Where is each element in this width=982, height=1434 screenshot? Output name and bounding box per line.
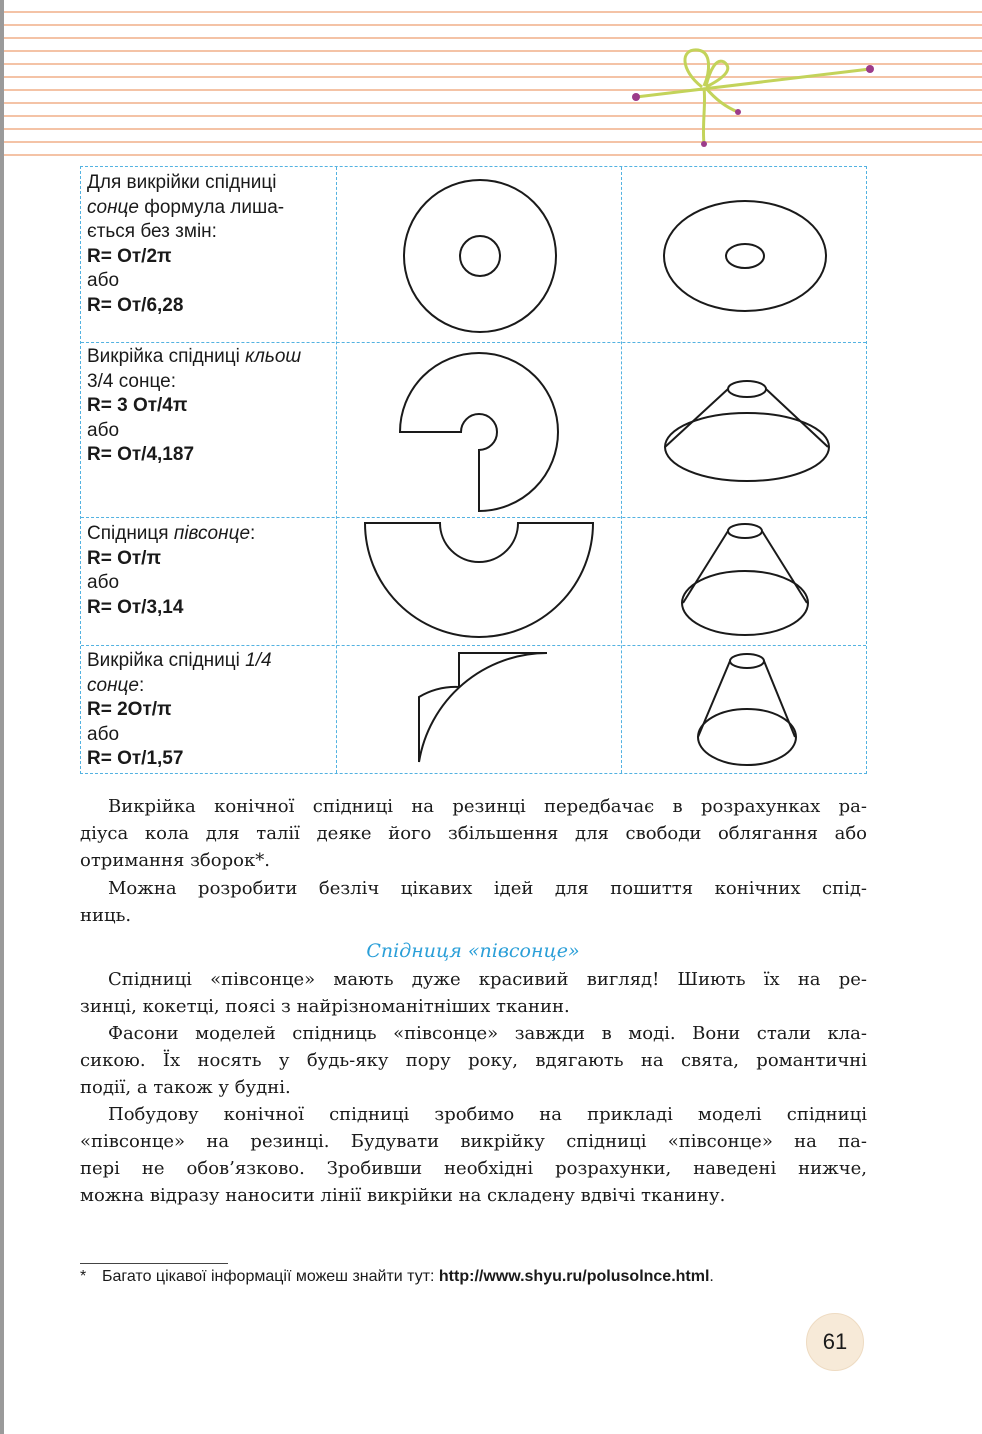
footnote-end: . xyxy=(709,1268,714,1285)
paragraph-line: зинці, кокетці, поясі з найрізноманітніших тканин. xyxy=(80,996,570,1017)
formula-text: R= 2Oт/π xyxy=(87,699,172,720)
paragraph-fashion xyxy=(80,1020,867,1101)
cell-text-segment: Спідниця xyxy=(87,523,174,544)
cell-line xyxy=(87,698,337,723)
cell-text-segment: 1/4 xyxy=(245,650,272,671)
cell-line xyxy=(87,443,337,468)
full-sun-skirt-shape xyxy=(651,175,851,337)
cell-text-segment: ється без змін: xyxy=(87,221,217,242)
cell-text-segment: кльош xyxy=(245,346,302,367)
bead-icon xyxy=(701,141,707,147)
cell-text-segment: Викрійка спідниці xyxy=(87,346,246,367)
paragraph-line: пері не обов’язково. Зробивши необхідні розрахунки, наведені нижче, xyxy=(80,1158,867,1179)
table-row-half-sun-text xyxy=(87,522,337,620)
table-row-full-sun-text xyxy=(87,171,337,318)
full-sun-pattern-diagram xyxy=(366,175,596,337)
cell-text-segment: : xyxy=(250,523,256,544)
bead-icon xyxy=(632,93,640,101)
footnote-divider xyxy=(80,1263,228,1264)
paragraph-line: Викрійка конічної спідниці на резинці передбачає в розрахунках ра- xyxy=(108,796,867,817)
cell-line xyxy=(87,220,337,245)
cell-text-segment: або xyxy=(87,572,120,593)
half-sun-skirt-shape xyxy=(671,521,821,643)
cell-text-segment: або xyxy=(87,270,120,291)
table-divider xyxy=(81,517,866,518)
half-sun-pattern-diagram xyxy=(363,521,599,645)
cell-line xyxy=(87,674,337,699)
cell-line xyxy=(87,419,337,444)
cell-line xyxy=(87,345,337,370)
section-heading: Спідниця «півсонце» xyxy=(366,940,580,962)
cell-line xyxy=(87,723,337,748)
quarter-sun-skirt-shape xyxy=(691,651,801,769)
paragraph-line: діуса кола для талії деяке його збільшення для свободи облягання або xyxy=(80,823,867,844)
formula-text: R= Oт/1,57 xyxy=(87,748,184,769)
cell-line xyxy=(87,571,337,596)
cell-text-segment: : xyxy=(138,674,145,696)
page-number: 61 xyxy=(806,1313,864,1371)
cell-text-segment: сонце xyxy=(87,196,139,218)
paragraph-half-sun-intro xyxy=(80,966,867,1020)
table-divider xyxy=(621,167,622,773)
paragraph-line: сикою. Їх носять у будь-яку пору року, вдягають на свята, романтичні xyxy=(80,1050,867,1071)
ribbon-bow-decoration xyxy=(620,40,890,150)
bead-icon xyxy=(866,65,874,73)
cell-line xyxy=(87,269,337,294)
formula-text: R= Oт/4,187 xyxy=(87,444,195,465)
formula-text: R= Oт/3,14 xyxy=(87,596,184,618)
skirt-patterns-table xyxy=(80,166,867,774)
page-edge xyxy=(0,0,4,1434)
paragraph-line: Побудову конічної спідниці зробимо на прикладі моделі спідниці xyxy=(108,1104,867,1125)
paragraph-line: Спідниці «півсонце» мають дуже красивий вигляд! Шиють їх на ре- xyxy=(108,969,867,990)
paragraph-line: можна відразу наносити лінії викрійки на складену вдвічі тканину. xyxy=(80,1185,726,1206)
cell-line xyxy=(87,522,337,547)
cell-line xyxy=(87,370,337,395)
table-row-quarter-sun-text xyxy=(87,649,337,772)
cell-line xyxy=(87,747,337,772)
cell-text-segment: формула лиша- xyxy=(138,196,285,218)
table-divider xyxy=(81,342,866,343)
three-quarter-sun-skirt-shape xyxy=(651,367,851,507)
cell-line xyxy=(87,596,337,621)
cell-text-segment: Для викрійки спідниці xyxy=(87,172,277,193)
footnote-marker: * xyxy=(80,1268,87,1285)
quarter-sun-pattern-diagram xyxy=(416,651,552,769)
cell-text-segment: 3/4 сонце: xyxy=(87,370,176,392)
table-row-three-quarter-sun-text xyxy=(87,345,337,468)
cell-text-segment: сонце xyxy=(87,674,139,696)
cell-text-segment: або xyxy=(87,723,120,745)
cell-text-segment: або xyxy=(87,419,120,441)
paragraph-conical-skirt xyxy=(80,793,867,874)
cell-line xyxy=(87,294,337,319)
paragraph-construction xyxy=(80,1101,867,1209)
table-divider xyxy=(81,645,866,646)
paragraph-line: отримання зборок*. xyxy=(80,850,270,871)
cell-text-segment: Викрійка спідниці xyxy=(87,650,246,671)
formula-text: R= Oт/6,28 xyxy=(87,294,184,316)
footnote-link[interactable]: http://www.shyu.ru/polusolnce.html xyxy=(438,1268,710,1285)
paragraph-line: ниць. xyxy=(80,905,132,926)
cell-line xyxy=(87,547,337,572)
cell-line xyxy=(87,196,337,221)
cell-line xyxy=(87,649,337,674)
bead-icon xyxy=(735,109,741,115)
footnote-text: Багато цікавої інформації можеш знайти тут: xyxy=(102,1268,439,1285)
formula-text: R= Oт/2π xyxy=(87,245,172,267)
cell-line xyxy=(87,171,337,196)
paragraph-line: Можна розробити безліч цікавих ідей для пошиття конічних спід- xyxy=(108,878,867,899)
cell-line xyxy=(87,394,337,419)
footnote xyxy=(80,1268,880,1286)
paragraph-line: події, а також у будні. xyxy=(80,1077,291,1098)
cell-text-segment: півсонце xyxy=(173,523,251,544)
formula-text: R= Oт/π xyxy=(87,547,162,569)
paragraph-ideas xyxy=(80,875,867,929)
formula-text: R= 3 Oт/4π xyxy=(87,395,188,416)
paragraph-line: «півсонце» на резинці. Будувати викрійку спідниці «півсонце» на па- xyxy=(80,1131,867,1152)
cell-line xyxy=(87,245,337,270)
three-quarter-sun-pattern-diagram xyxy=(381,347,601,517)
paragraph-line: Фасони моделей спідниць «півсонце» завжди в моді. Вони стали кла- xyxy=(108,1023,867,1044)
